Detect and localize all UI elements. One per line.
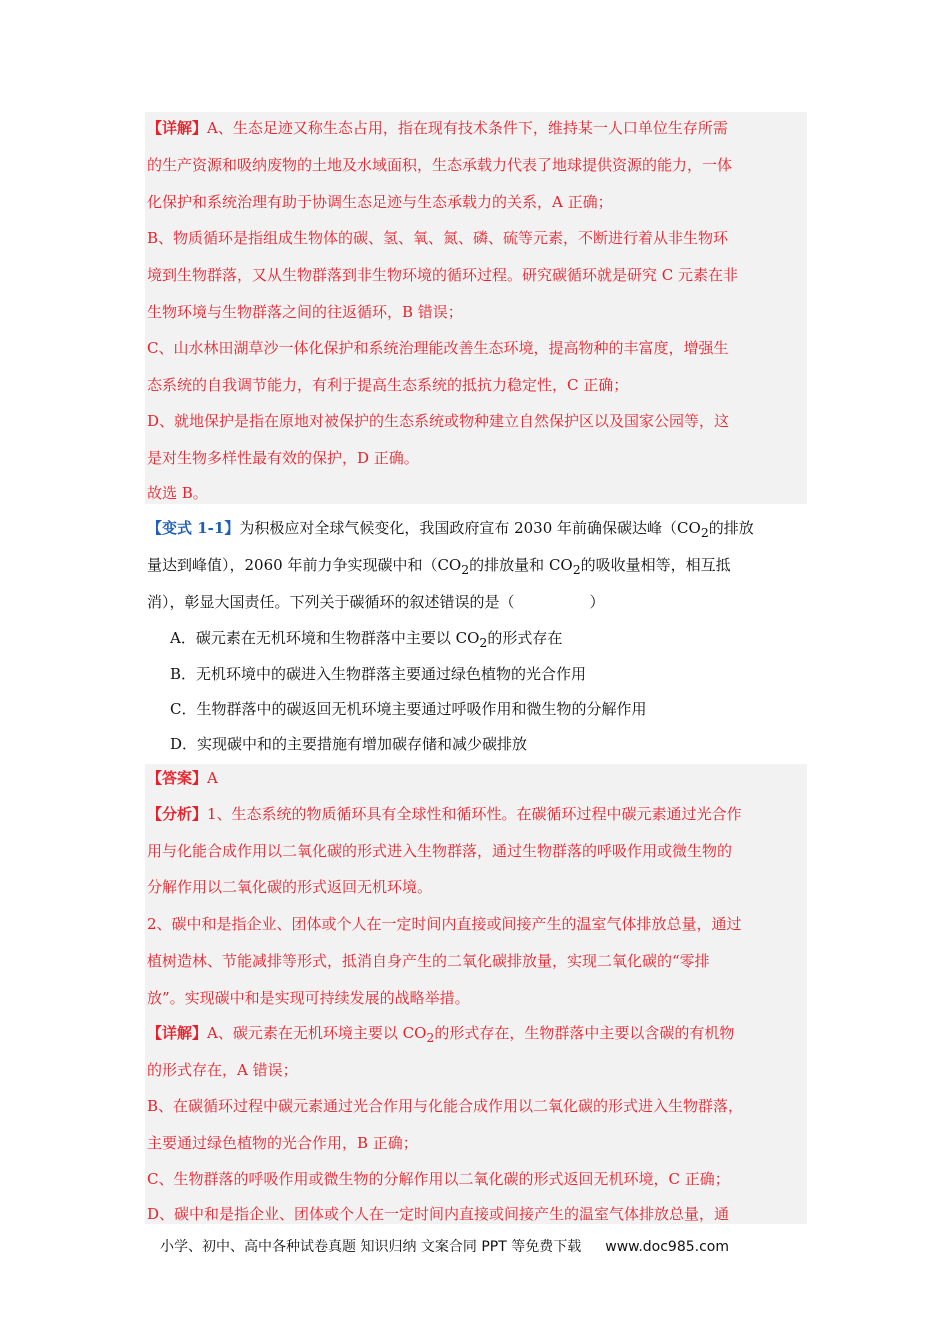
option-a: A．碳元素在无机环境和生物群落中主要以 $CO_2$的形式存在 [170,629,563,650]
option-d: D．实现碳中和的主要措施有增加碳存储和减少碳排放 [170,735,528,753]
detail-1-line: 境到生物群落，又从生物群落到非生物环境的循环过程。研究碳循环就是研究 C 元素在非 [147,266,739,284]
footer-site-link[interactable]: www.doc985.com [605,1239,729,1255]
detail-2-line: 主要通过绿色植物的光合作用，B 正确； [147,1134,418,1152]
question-tag: 【变式 1-1】 [147,519,240,537]
detail-1-line: B、物质循环是指组成生物体的碳、氢、氧、氮、磷、硫等元素，不断进行着从非生物环 [147,229,729,247]
detail-1-line: D、就地保护是指在原地对被保护的生态系统或物种建立自然保护区以及国家公园等，这 [147,412,730,430]
detail-1-line: 化保护和系统治理有助于协调生态足迹与生态承载力的关系，A 正确； [147,193,613,211]
detail-1-line: 故选 B。 [147,484,208,502]
analysis-line: 分解作用以二氧化碳的形式返回无机环境。 [147,878,433,896]
detail-1-line: 是对生物多样性最有效的保护，D 正确。 [147,449,419,467]
detail-1-line: 态系统的自我调节能力，有利于提高生态系统的抵抗力稳定性，C 正确； [147,376,629,394]
detail-2-line: C、生物群落的呼吸作用或微生物的分解作用以二氧化碳的形式返回无机环境，C 正确； [147,1170,730,1188]
question-line: 量达到峰值），2060 年前力争实现碳中和（$CO_2$的排放量和 $CO_2$的吸收量相等，相互抵 [147,556,731,577]
detail-2-line: D、碳中和是指企业、团体或个人在一定时间内直接或间接产生的温室气体排放总量，通 [147,1205,730,1223]
question-line: 消），彰显大国责任。下列关于碳循环的叙述错误的是（ ） [147,593,605,611]
option-b: B．无机环境中的碳进入生物群落主要通过绿色植物的光合作用 [170,665,587,683]
option-c: C．生物群落中的碳返回无机环境主要通过呼吸作用和微生物的分解作用 [170,700,647,718]
analysis-line: 【分析】1、生态系统的物质循环具有全球性和循环性。在碳循环过程中碳元素通过光合作 [147,805,742,823]
analysis-line: 2、碳中和是指企业、团体或个人在一定时间内直接或间接产生的温室气体排放总量，通过 [147,915,742,933]
analysis-line: 放”。实现碳中和是实现可持续发展的战略举措。 [147,989,470,1007]
page-footer [160,1236,800,1258]
answer-line: 【答案】A [147,769,218,787]
analysis-line: 用与化能合成作用以二氧化碳的形式进入生物群落，通过生物群落的呼吸作用或微生物的 [147,842,733,860]
detail-2-line: 的形式存在，A 错误； [147,1061,298,1079]
detail-2-line: 【详解】A、碳元素在无机环境主要以 $CO_2$的形式存在，生物群落中主要以含碳的有机物 [147,1024,735,1045]
question-line: 【变式 1-1】为积极应对全球气候变化，我国政府宣布 2030 年前确保碳达峰（$CO_2$的排放 [147,519,754,540]
detail-1-line: 的生产资源和吸纳废物的土地及水域面积，生态承载力代表了地球提供资源的能力，一体 [147,156,733,174]
detail-1-line: C、山水林田湖草沙一体化保护和系统治理能改善生态环境，提高物种的丰富度，增强生 [147,339,729,357]
detail-1-line: 生物环境与生物群落之间的往返循环，B 错误； [147,303,463,321]
detail-1-line: 【详解】A、生态足迹又称生态占用，指在现有技术条件下，维持某一人口单位生存所需 [147,119,728,137]
footer-text: 小学、初中、高中各种试卷真题 知识归纳 文案合同 PPT 等免费下载 [160,1239,582,1255]
detail-2-line: B、在碳循环过程中碳元素通过光合作用与化能合成作用以二氧化碳的形式进入生物群落， [147,1097,744,1115]
analysis-line: 植树造林、节能减排等形式，抵消自身产生的二氧化碳排放量，实现二氧化碳的“零排 [147,952,710,970]
